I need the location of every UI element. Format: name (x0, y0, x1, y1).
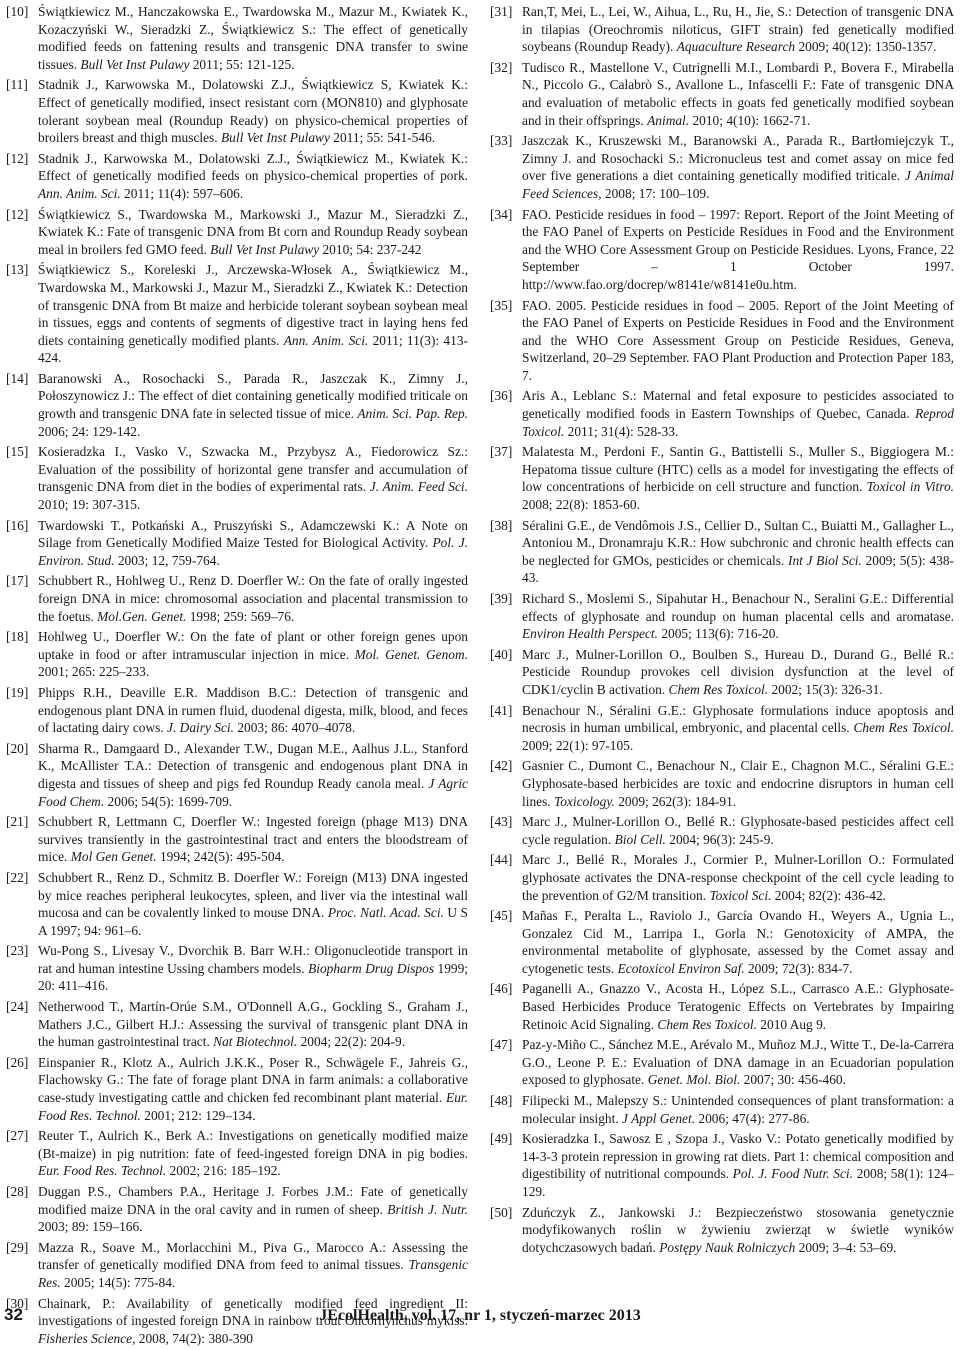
reference-journal: J. Dairy Sci. (167, 720, 234, 736)
reference-body: Schubbert R, Lettmann C, Doerfler W.: Ingested foreign (phage M13) DNA survives transiently in the gastrointestinal tract and enters the bloodstream of mice. (38, 814, 468, 865)
reference-number: [24] (6, 999, 29, 1015)
reference-column-left (6, 3, 468, 1350)
reference-item (6, 684, 468, 737)
reference-citation: 2002; 15(3): 326-31. (768, 681, 883, 697)
reference-number: [23] (6, 943, 29, 959)
reference-item (490, 907, 954, 977)
reference-text (522, 757, 954, 810)
reference-number: [18] (6, 629, 29, 645)
reference-body: Aris A., Leblanc S.: Maternal and fetal exposure to pesticides associated to genetically modified foods in Eastern Townships of Quebec, Canada. (522, 388, 954, 422)
reference-number: [29] (6, 1239, 29, 1255)
reference-citation: 2005; 113(6): 716-20. (657, 626, 779, 642)
reference-citation: 2003; 89: 159–166. (38, 1219, 143, 1235)
reference-item (6, 1239, 468, 1292)
reference-body: Filipecki M., Malepszy S.: Unintended consequences of plant transformation: a molecular insight. (522, 1093, 954, 1126)
reference-journal: Pol. J. Environ. Stud. (38, 535, 468, 568)
reference-body: FAO. 2005. Pesticide residues in food – 2005. Report of the Joint Meeting of the FAO Panel of Experts on Pesticide Residues in Food and the Environment and the WHO Core Assessment Group on Pesticide Residues, Geneva, Switzerland, 20–29 September. FAO Plant Production and Protection Paper 183, 7. (522, 297, 954, 383)
reference-body: Świątkiewicz M., Hanczakowska E., Twardowska M., Mazur M., Kwiatek K., Kozaczyński W., Sieradzki Z., Świątkiewicz S.: The effect of genetically modified feeds on fattening results and transgenic DNA transfer to swine tissues. (38, 4, 468, 72)
reference-text (522, 1092, 954, 1127)
reference-number: [37] (490, 444, 513, 460)
reference-body: Benachour N., Séralini G.E.: Glyphosate formulations induce apoptosis and necrosis in human umbilical, embryonic, and placental cells. (522, 702, 954, 736)
reference-number: [17] (6, 573, 29, 589)
reference-body: Malatesta M., Perdoni F., Santin G., Battistelli S., Muller S., Biggiogera M.: Hepatoma tissue culture (HTC) cells as a model for investigating the effects of low concentrations of herbicide on cell structure and function. (522, 444, 954, 495)
reference-item (490, 813, 954, 848)
reference-text (38, 740, 468, 810)
reference-body: Marc J., Mulner-Lorillon O., Boulben S., Hureau D., Durand G., Bellé R.: Pesticide Roundup provokes cell division dysfunction at the level of CDK1/cyclin B activation. (522, 646, 954, 697)
reference-number: [26] (6, 1054, 29, 1070)
reference-body: Paganelli A., Gnazzo V., Acosta H., López S.L., Carrasco A.E.: Glyphosate-Based Herbicides Produce Teratogenic Effects on Vertebrates by Impairing Retinoic Acid Signaling. (522, 981, 954, 1032)
reference-item (6, 517, 468, 570)
reference-journal: Aquaculture Research (676, 39, 796, 55)
reference-citation: 2011; 11(4): 597–606. (120, 185, 244, 201)
reference-text (522, 1036, 954, 1089)
reference-item (490, 702, 954, 755)
reference-text (38, 684, 468, 737)
reference-item (6, 206, 468, 259)
reference-citation: 2002; 216: 185–192. (166, 1163, 281, 1179)
reference-text (38, 206, 468, 259)
reference-body: Marc J., Mulner-Lorillon O., Bellé R.: Glyphosate-based pesticides affect cell cycle regulation. (522, 814, 954, 847)
reference-text (38, 998, 468, 1051)
reference-journal: Mol Gen Genet. (70, 849, 157, 865)
reference-citation: 2009; 3–4: 53–69. (795, 1239, 897, 1255)
journal-footer: JEcolHealth, vol. 17, nr 1, styczeń-marzec 2013 (319, 1307, 641, 1324)
reference-body: Chainark, P.: Availability of genetically modified feed ingredient II: investigations of ingested foreign DNA in rainbow trout Oncorhynchus mykiss. (38, 1295, 468, 1329)
reference-journal: Eur. Food Res. Technol. (38, 1163, 167, 1179)
reference-text (38, 869, 468, 939)
reference-citation: 2003; 86: 4070–4078. (233, 720, 356, 736)
reference-number: [33] (490, 133, 513, 149)
reference-body: Świątkiewicz S., Twardowska M., Markowski J., Mazur M., Sieradzki Z., Kwiatek K.: Fate of transgenic DNA from Bt corn and Roundup Ready soybean meal in broilers fed GMO feed. (38, 206, 468, 257)
reference-text (522, 297, 954, 385)
reference-number: [46] (490, 981, 513, 997)
reference-journal: Ann. Anim. Sci. (283, 332, 369, 348)
reference-text (522, 851, 954, 904)
reference-citation: 2008; 58(1): 124–129. (522, 1166, 954, 1199)
reference-text (38, 1183, 468, 1236)
reference-body: Reuter T., Aulrich K., Berk A.: Investigations on genetically modified maize (Bt-maize) in pig nutrition: fate of feed-ingested foreign DNA in pig bodies. (38, 1128, 468, 1161)
reference-body: Sharma R., Damgaard D., Alexander T.W., Dugan M.E., Aalhus J.L., Stanford K., McAllister T.A.: Detection of transgenic and endogenous plant DNA in digesta and tissues of sheep and pigs fed Roundup Ready canola meal. (38, 740, 468, 791)
reference-body: Séralini G.E., de Vendômois J.S., Cellier D., Sultan C., Buiatti M., Gallagher L., Antoniou M., Dronamraju K.R.: How subchronic and chronic health effects can be neglected for GMOs, pesticides or chemicals. (522, 517, 954, 568)
reference-citation: 2009; 262(3): 184-91. (614, 793, 737, 809)
reference-item (490, 1204, 954, 1257)
reference-number: [36] (490, 388, 513, 404)
reference-citation: 2011; 11(3): 413-424. (38, 332, 468, 366)
reference-number: [21] (6, 814, 29, 830)
reference-item (490, 851, 954, 904)
reference-citation: 2011; 55: 121-125. (189, 56, 295, 72)
reference-text (38, 1239, 468, 1292)
reference-item (6, 3, 468, 73)
reference-text (522, 206, 954, 294)
reference-journal: J Agric Food Chem. (38, 775, 468, 809)
reference-number: [34] (490, 206, 513, 222)
reference-number: [49] (490, 1131, 513, 1147)
reference-text (38, 813, 468, 866)
reference-citation: , 2008; 17: 100–109. (598, 185, 710, 201)
reference-text (38, 150, 468, 203)
reference-item (6, 942, 468, 995)
reference-citation: 2003; 12, 759-764. (114, 552, 220, 568)
reference-text (522, 387, 954, 440)
reference-body: Paz-y-Miño C., Sánchez M.E., Arévalo M., Muñoz M.J., Witte T., De-la-Carrera G.O., Leone P. E.: Evaluation of DNA damage in an Ecuadorian population exposed to glyphosate. (522, 1037, 954, 1088)
reference-number: [45] (490, 908, 513, 924)
reference-journal: Chem Res Toxicol. (657, 1016, 757, 1032)
reference-journal: Environ Health Perspect. (522, 626, 658, 642)
reference-text (38, 76, 468, 146)
reference-number: [27] (6, 1128, 29, 1144)
reference-text (522, 590, 954, 643)
reference-text (522, 132, 954, 202)
reference-item (490, 206, 954, 294)
reference-journal: Toxicology. (554, 793, 615, 809)
reference-citation: 2001; 265: 225–233. (38, 664, 150, 680)
reference-number: [15] (6, 444, 29, 460)
reference-journal: Fisheries Science (38, 1330, 133, 1346)
reference-body: FAO. Pesticide residues in food – 1997: Report. Report of the Joint Meeting of the FAO Panel of Experts on Pesticide Residues in Food and the Environment and the WHO Core Assessment Group on Pesticide Residues. Lyons, France, 22 September – 1 October 1997. http://www.fao.org/docrep/w8141e/w8141e0u.htm. (522, 206, 954, 292)
reference-citation: 2006; 54(5): 1699-709. (104, 793, 233, 809)
reference-item (490, 590, 954, 643)
reference-body: Tudisco R., Mastellone V., Cutrignelli M.I., Lombardi P., Bovera F., Mirabella N., Piccolo G., Calabrò S., Avallone L., Infascelli F.: Fate of transgenic DNA and evaluation of metabolic effects in goats fed genetically modified soybean and in their offsprings. (522, 59, 954, 128)
reference-number: [38] (490, 517, 513, 533)
reference-citation: , 2008, 74(2): 380-390 (132, 1330, 253, 1346)
reference-body: Zduńczyk Z., Jankowski J.: Bezpieczeństwo stosowania genetycznie modyfikowanych roślin w żywieniu zwierząt w świetle wyników dotychczasowych badań. (522, 1204, 954, 1255)
reference-text (522, 813, 954, 848)
reference-body: Schubbert R., Hohlweg U., Renz D. Doerfler W.: On the fate of orally ingested foreign DNA in mice: chromosomal association and placental transmission to the foetus. (38, 573, 468, 624)
reference-citation: 2001; 212: 129–134. (140, 1107, 256, 1123)
reference-body: Wu-Pong S., Livesay V., Dvorchik B. Barr W.H.: Oligonucleotide transport in rat and human intestine Ussing chambers models. (38, 943, 468, 976)
reference-journal: Biopharm Drug Dispos (308, 960, 435, 976)
reference-text (38, 370, 468, 440)
reference-text (38, 572, 468, 625)
reference-journal: Bull Vet Inst Pulawy (80, 56, 190, 72)
reference-body: Gasnier C., Dumont C., Benachour N., Clair E., Chagnon M.C., Séralini G.E.: Glyphosate-based herbicides are toxic and endocrine disruptors in human cell lines. (522, 758, 954, 809)
reference-number: [30] (6, 1295, 29, 1311)
reference-number: [12] (6, 150, 29, 166)
reference-item (6, 1054, 468, 1124)
reference-journal: Chem Res Toxicol. (853, 720, 954, 736)
reference-text (38, 443, 468, 513)
reference-number: [28] (6, 1184, 29, 1199)
reference-citation: 2009; 22(1): 97-105. (522, 737, 634, 753)
reference-citation: 1999; 20: 411–416. (38, 960, 468, 994)
reference-citation: 2004; 22(2): 204-9. (297, 1034, 406, 1050)
reference-journal: Anim. Sci. Pap. Rep. (357, 406, 468, 422)
reference-journal: Mol.Gen. Genet. (97, 608, 187, 624)
reference-number: [41] (490, 702, 513, 718)
reference-number: [42] (490, 758, 513, 774)
reference-item (6, 998, 468, 1051)
reference-journal: Toxicol in Vitro. (866, 479, 954, 495)
reference-body: Einspanier R., Klotz A., Aulrich J.K.K., Poser R., Schwägele F., Jahreis G., Flachowsky G.: The fate of forage plant DNA in farm animals: a collaborative case-study investigating cattle and chicken fed recombinant plant material. (38, 1054, 468, 1106)
reference-journal: Transgenic Res. (38, 1257, 468, 1290)
reference-body: Kosieradzka I., Sawosz E , Szopa J., Vasko V.: Potato genetically modified by 14-3-3 protein repression in growing rat diets. Part 1: chemical composition and digestibility of nutritional compounds. (522, 1131, 954, 1182)
reference-citation: 2007; 30: 456-460. (740, 1072, 846, 1088)
reference-item (6, 1183, 468, 1236)
reference-journal: Mol. Genet. Genom. (354, 646, 468, 662)
reference-body: Twardowski T., Potkański A., Pruszyński S., Adamczewski K.: A Note on Silage from Genetically Modified Maize Tested for Biological Activity. (38, 517, 468, 551)
reference-item (6, 370, 468, 440)
reference-journal: Nat Biotechnol. (213, 1034, 298, 1050)
reference-journal: British J. Nutr. (387, 1201, 469, 1217)
reference-body: Hohlweg U., Doerfler W.: On the fate of plant or other foreign genes upon uptake in food or after intramuscular injection in mice. (38, 629, 468, 662)
reference-text (38, 261, 468, 367)
reference-text (522, 646, 954, 699)
reference-citation: 2009; 5(5): 438-43. (522, 552, 954, 586)
reference-number: [48] (490, 1093, 513, 1109)
reference-column-right (490, 3, 954, 1259)
reference-journal: Bull Vet Inst Pulawy (210, 241, 320, 257)
reference-number: [50] (490, 1204, 513, 1220)
reference-body: Mañas F., Peralta L., Raviolo J., García Ovando H., Weyers A., Ugnia L., Gonzalez Cid M., Larripa I., Gorla N.: Genotoxicity of AMPA, the environmental metabolite of glyphosate, assessed by the Comet assay and cytogenetic tests. (522, 908, 954, 976)
reference-journal: J Appl Genet. (622, 1110, 696, 1126)
reference-number: [31] (490, 4, 513, 19)
reference-item (490, 517, 954, 587)
reference-text (522, 980, 954, 1033)
reference-number: [32] (490, 59, 513, 75)
reference-item (490, 646, 954, 699)
reference-journal: Animal. (647, 112, 690, 128)
reference-body: Netherwood T., Martín-Orúe S.M., O'Donnell A.G., Gockling S., Graham J., Mathers J.C., Gilbert H.J.: Assessing the survival of transgenic plant DNA in the human gastrointestinal tract. (38, 999, 468, 1050)
reference-journal: Int J Biol Sci. (787, 552, 862, 568)
reference-citation: 1994; 242(5): 495-504. (156, 849, 285, 865)
reference-text (38, 628, 468, 681)
reference-item (490, 3, 954, 56)
reference-body: Baranowski A., Rosochacki S., Parada R., Jaszczak K., Zimny J., Połoszynowicz J.: The effect of diet containing genetically modified triticale on growth and transgenic DNA fate in selected tissue of mice. (38, 370, 468, 422)
reference-text (522, 1130, 954, 1200)
reference-journal: Bull Vet Inst Pulawy (220, 130, 330, 146)
reference-item (490, 1036, 954, 1089)
reference-citation: 2004; 96(3): 245-9. (665, 831, 774, 847)
reference-body: Świątkiewicz S., Koreleski J., Arczewska-Włosek A., Świątkiewicz M., Twardowska M., Markowski J., Mazur M., Sieradzki Z., Kwiatek K.: Detection of transgenic DNA from Bt maize and herbicide tolerant soybean soybean meal in tissues, eggs and contents of segments of digestive tract in laying hens fed diets containing genetically modified plants. (38, 262, 468, 348)
reference-item (6, 572, 468, 625)
reference-item (6, 443, 468, 513)
reference-item (490, 980, 954, 1033)
reference-number: [19] (6, 684, 29, 700)
reference-number: [43] (490, 814, 513, 830)
reference-text (38, 1054, 468, 1124)
reference-body: Ran,T, Mei, L., Lei, W., Aihua, L., Ru, H., Jie, S.: Detection of transgenic DNA in tilapias (Oreochromis niloticus, GIFT strain) fed genetically modified soybeans (Roundup Ready). (522, 4, 954, 55)
reference-citation: 2010; 19: 307-315. (38, 497, 141, 513)
reference-number: [10] (6, 4, 29, 19)
reference-text (38, 1127, 468, 1180)
page-number: 32 (4, 1305, 23, 1324)
reference-number: [47] (490, 1037, 513, 1053)
reference-body: Jaszczak K., Kruszewski M., Baranowski A., Parada R., Bartłomiejczyk T., Zimny J. and Rosochacki S.: Micronucleus test and comet assay on mice fed over five generations a diet containing genetically modified triticale. (522, 133, 954, 184)
reference-item (6, 1127, 468, 1180)
reference-item (6, 76, 468, 146)
reference-number: [20] (6, 740, 29, 756)
reference-text (38, 3, 468, 73)
reference-journal: Proc. Natl. Acad. Sci. (327, 905, 444, 921)
reference-citation: 2006; 47(4): 277-86. (695, 1110, 810, 1126)
reference-text (522, 59, 954, 129)
reference-citation: 2010; 4(10): 1662-71. (689, 112, 811, 128)
reference-number: [13] (6, 262, 29, 278)
reference-journal: Toxicol Sci. (709, 887, 772, 903)
reference-citation: 2009; 72(3): 834-7. (744, 960, 853, 976)
reference-number: [11] (6, 77, 28, 93)
reference-citation: 2009; 40(12): 1350-1357. (795, 39, 937, 55)
reference-citation: U S A 1997; 94: 961–6. (38, 905, 468, 938)
reference-item (6, 869, 468, 939)
reference-body: Stadnik J., Karwowska M., Dolatowski Z.J., Świątkiewicz S, Kwiatek K.: Effect of genetically modified, insect resistant corn (MON810) and glyphosate tolerant soybean meal (Roundup Ready) on physico-chemical properties of broilers breast and thigh muscles. (38, 77, 468, 146)
reference-citation: 2010 Aug 9. (756, 1016, 827, 1032)
reference-item (6, 740, 468, 810)
reference-text (522, 907, 954, 977)
reference-citation: 2005; 14(5): 775-84. (60, 1274, 176, 1290)
reference-journal: J Animal Feed Sciences (522, 168, 954, 201)
reference-item (490, 443, 954, 513)
reference-journal: Pol. J. Food Nutr. Sci. (732, 1166, 853, 1182)
reference-body: Phipps R.H., Deaville E.R. Maddison B.C.: Detection of transgenic and endogenous plant DNA in rumen fluid, duodenal digesta, milk, blood, and feces of lactating dairy cows. (38, 684, 468, 736)
reference-journal: Postępy Nauk Rolniczych (659, 1239, 796, 1255)
reference-text (522, 702, 954, 755)
reference-item (490, 297, 954, 385)
reference-number: [16] (6, 517, 29, 533)
reference-number: [22] (6, 869, 29, 885)
reference-item (6, 261, 468, 367)
reference-number: [35] (490, 297, 513, 313)
reference-citation: 2011; 55: 541-546. (329, 130, 436, 146)
reference-item (6, 628, 468, 681)
reference-citation: 2011; 31(4): 528-33. (564, 423, 679, 439)
reference-journal: Eur. Food Res. Technol. (38, 1090, 468, 1123)
reference-item (6, 813, 468, 866)
reference-text (522, 3, 954, 56)
reference-number: [40] (490, 646, 513, 662)
reference-item (490, 1092, 954, 1127)
reference-text (522, 517, 954, 587)
reference-text (522, 1204, 954, 1257)
reference-journal: Ann. Anim. Sci. (38, 185, 121, 201)
reference-journal: Ecotoxicol Environ Saf. (617, 960, 745, 976)
reference-item (490, 1130, 954, 1200)
reference-journal: J. Anim. Feed Sci. (369, 479, 468, 495)
reference-item (490, 132, 954, 202)
reference-number: [44] (490, 852, 513, 868)
reference-citation: 2008; 22(8): 1853-60. (522, 497, 640, 513)
reference-journal: Biol Cell. (614, 831, 666, 847)
reference-text (38, 942, 468, 995)
reference-number: [12] (6, 206, 29, 222)
reference-text (522, 443, 954, 513)
reference-citation: 1998; 259: 569–76. (186, 608, 295, 624)
reference-text (38, 517, 468, 570)
reference-body: Mazza R., Soave M., Morlacchini M., Piva G., Marocco A.: Assessing the transfer of genetically modified DNA from feed to animal tissues. (38, 1239, 468, 1273)
reference-body: Duggan P.S., Chambers P.A., Heritage J. Forbes J.M.: Fate of genetically modified maize DNA in the oral cavity and in rumen of sheep. (38, 1184, 468, 1217)
reference-citation: 2004; 82(2): 436-42. (771, 887, 886, 903)
reference-citation: 2010; 54: 237-242 (319, 241, 422, 257)
reference-journal: Chem Res Toxicol. (668, 681, 769, 697)
reference-journal: Genet. Mol. Biol. (647, 1072, 741, 1088)
reference-item (490, 387, 954, 440)
reference-body: Schubbert R., Renz D., Schmitz B. Doerfler W.: Foreign (M13) DNA ingested by mice reaches peripheral leukocytes, spleen, and liver via the intestinal wall mucosa and can be covalently linked to mouse DNA. (38, 869, 468, 921)
reference-item (6, 150, 468, 203)
reference-number: [39] (490, 591, 513, 606)
reference-body: Kosieradzka I., Vasko V., Szwacka M., Przybysz A., Fiedorowicz Sz.: Evaluation of the possibility of horizontal gene transfer and accumulation of transgenic DNA from diet in the bodies of experimental rats. (38, 444, 468, 495)
reference-item (490, 59, 954, 129)
reference-journal: Reprod Toxicol. (522, 406, 954, 439)
reference-body: Stadnik J., Karwowska M., Dolatowski Z.J., Świątkiewicz M., Kwiatek K.: Effect of genetically modified feeds on physico-chemical properties of pork. (38, 150, 468, 184)
reference-number: [14] (6, 370, 29, 386)
reference-item (490, 757, 954, 810)
reference-body: Richard S., Moslemi S., Sipahutar H., Benachour N., Seralini G.E.: Differential effects of glyphosate and roundup on human placental cells and aromatase. (522, 591, 954, 624)
reference-citation: 2006; 24: 129-142. (38, 423, 141, 439)
reference-body: Marc J., Bellé R., Morales J., Cormier P., Mulner-Lorillon O.: Formulated glyphosate activates the DNA-response checkpoint of the cell cycle leading to the prevention of G2/M transition. (522, 852, 954, 903)
